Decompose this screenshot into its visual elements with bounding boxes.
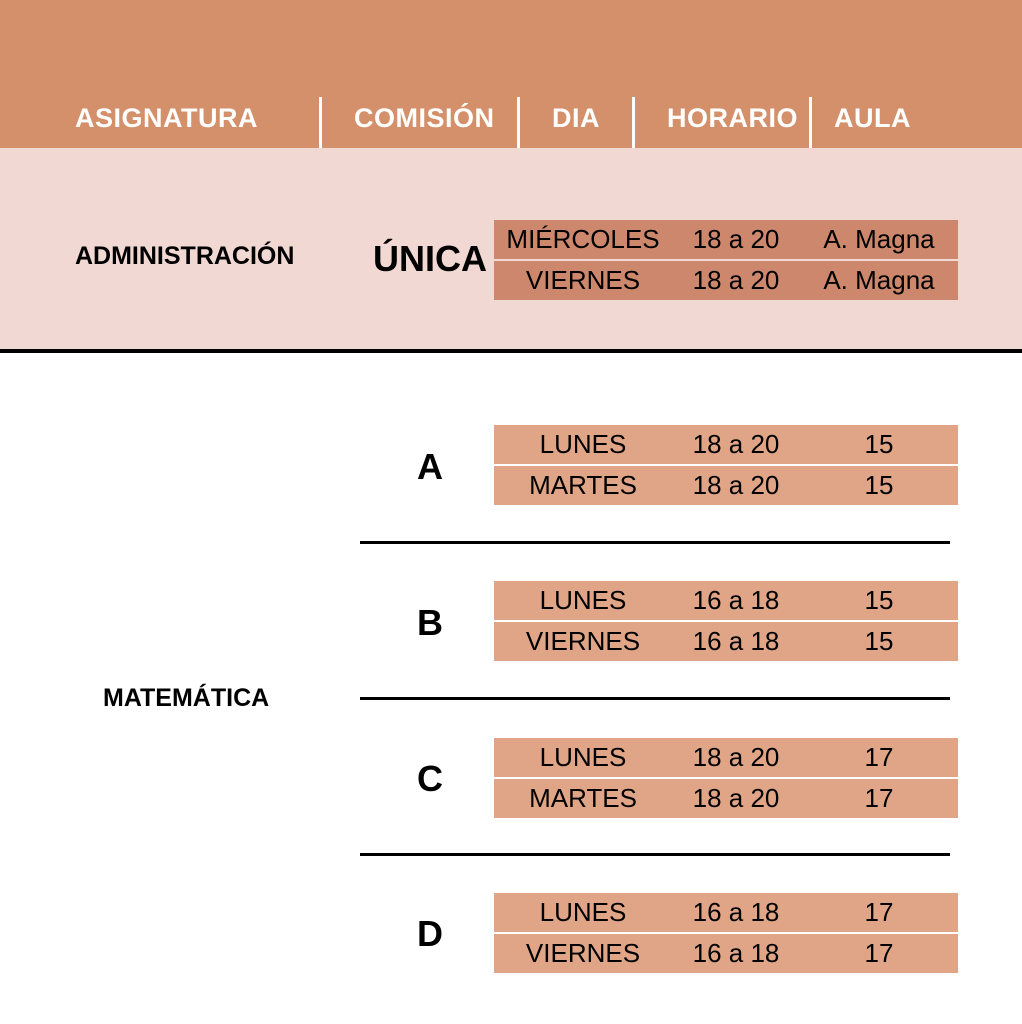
table-header (0, 0, 1022, 148)
horario-cell: 16 a 18 (692, 626, 780, 656)
schedule-row (494, 220, 958, 259)
dia-cell: MIÉRCOLES (506, 224, 660, 254)
header-horario: HORARIO (667, 103, 798, 133)
header-divider (809, 97, 812, 151)
dia-cell: VIERNES (525, 265, 641, 295)
schedule-row (494, 622, 958, 661)
header-comision: COMISIÓN (354, 103, 495, 133)
schedule-row (494, 934, 958, 973)
aula-cell: 17 (864, 897, 894, 927)
subject-administracion: ADMINISTRACIÓN (75, 242, 295, 270)
schedule-row (494, 425, 958, 464)
dia-cell: LUNES (539, 429, 627, 459)
dia-cell: LUNES (539, 585, 627, 615)
horario-cell: 16 a 18 (692, 938, 780, 968)
dia-cell: MARTES (529, 783, 637, 813)
header-dia: DIA (552, 103, 600, 133)
horario-cell: 18 a 20 (692, 742, 780, 772)
header-aula: AULA (834, 103, 911, 133)
subject-matematica: MATEMÁTICA (103, 684, 270, 712)
horario-cell: 16 a 18 (692, 897, 780, 927)
dia-cell: VIERNES (525, 626, 641, 656)
horario-cell: 16 a 18 (692, 585, 780, 615)
horario-cell: 18 a 20 (692, 265, 780, 295)
header-divider (632, 97, 635, 151)
aula-cell: 15 (864, 585, 894, 615)
schedule-row (494, 466, 958, 505)
comision-divider (360, 541, 950, 544)
dia-cell: LUNES (539, 742, 627, 772)
dia-cell: MARTES (529, 470, 637, 500)
schedule-row (494, 893, 958, 932)
header-divider (319, 97, 322, 151)
comision-d: D (417, 913, 443, 954)
schedule-row (494, 261, 958, 300)
section-divider (0, 349, 1022, 353)
horario-cell: 18 a 20 (692, 783, 780, 813)
comision-unica: ÚNICA (373, 238, 487, 279)
header-asignatura: ASIGNATURA (75, 103, 258, 133)
schedule-row (494, 738, 958, 777)
aula-cell: 15 (864, 626, 894, 656)
dia-cell: VIERNES (525, 938, 641, 968)
aula-cell: 17 (864, 742, 894, 772)
aula-cell: 15 (864, 470, 894, 500)
comision-c: C (417, 758, 443, 799)
horario-cell: 18 a 20 (692, 470, 780, 500)
comision-divider (360, 853, 950, 856)
schedule-row (494, 581, 958, 620)
horario-cell: 18 a 20 (692, 429, 780, 459)
comision-b: B (417, 602, 443, 643)
aula-cell: 17 (864, 783, 894, 813)
comision-a: A (417, 446, 443, 487)
aula-cell: 15 (864, 429, 894, 459)
aula-cell: A. Magna (823, 265, 935, 295)
schedule-row (494, 779, 958, 818)
aula-cell: A. Magna (823, 224, 935, 254)
aula-cell: 17 (864, 938, 894, 968)
horario-cell: 18 a 20 (692, 224, 780, 254)
comision-divider (360, 697, 950, 700)
header-divider (517, 97, 520, 151)
dia-cell: LUNES (539, 897, 627, 927)
